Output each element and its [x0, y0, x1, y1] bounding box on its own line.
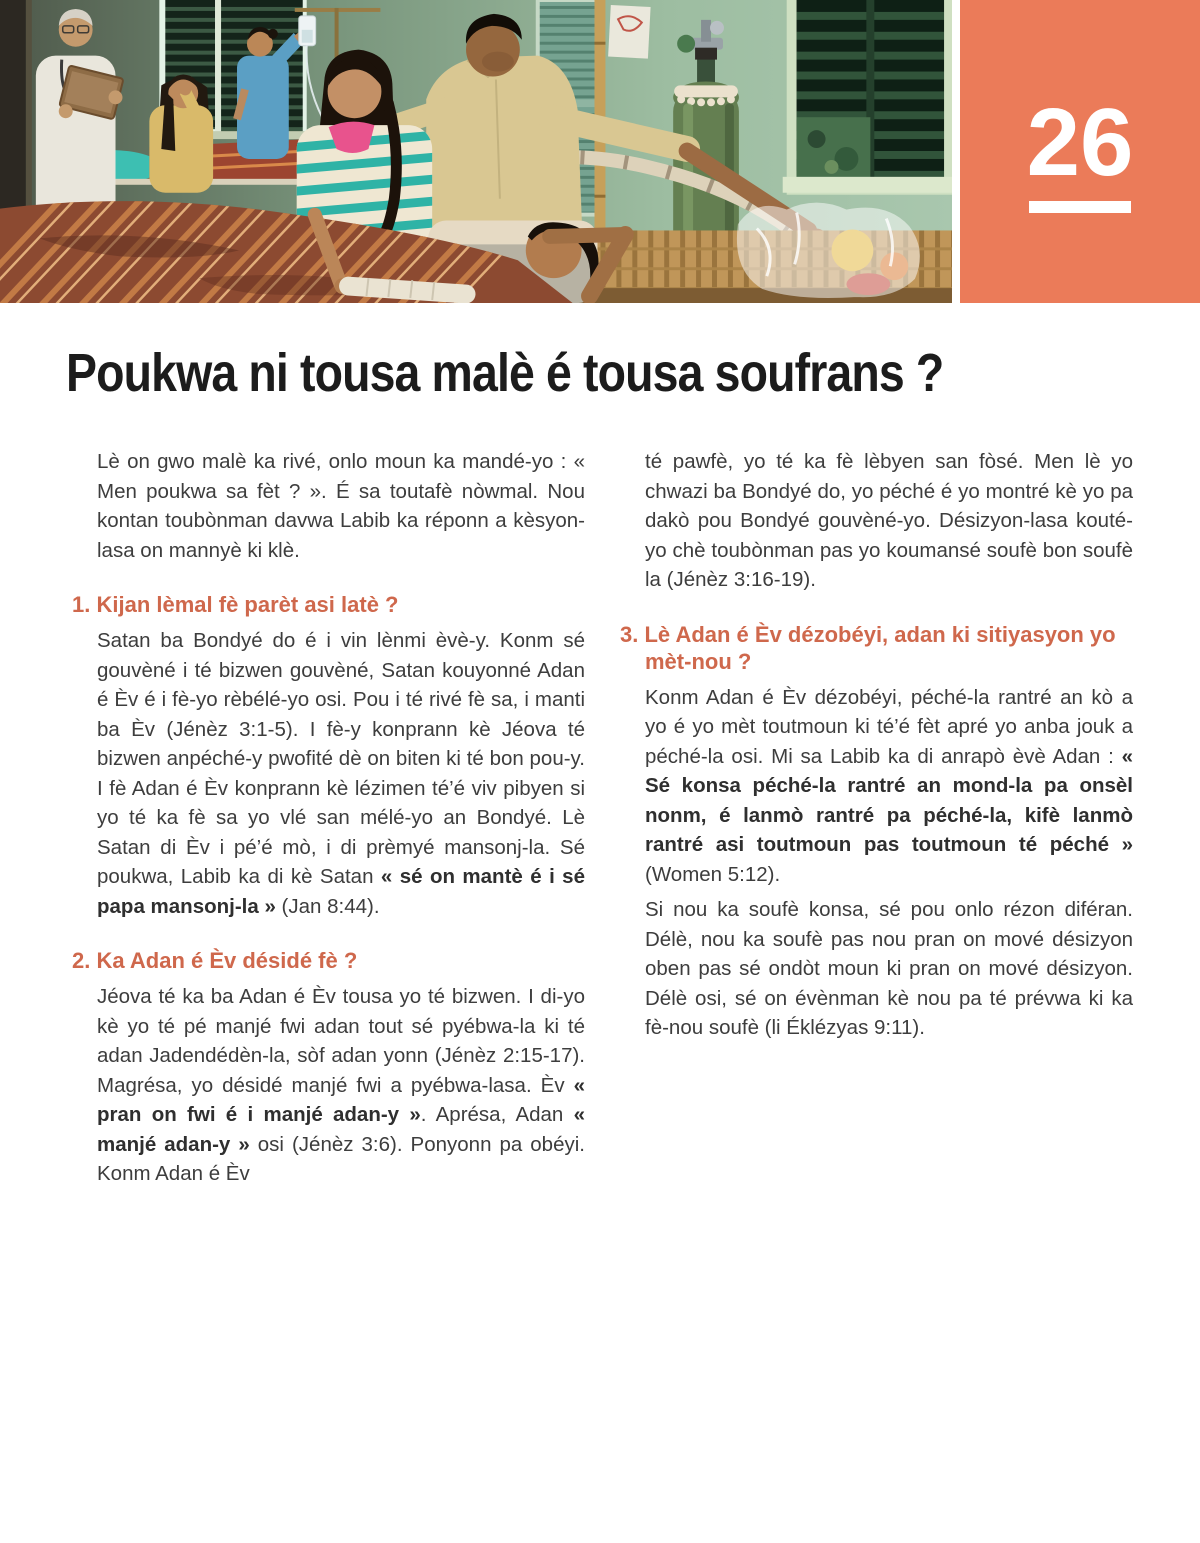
- paragraph: [72, 982, 585, 1189]
- lesson-number-underline: [1029, 201, 1131, 213]
- article-body: [72, 447, 1134, 1195]
- text-run: . Aprésa, Adan: [420, 1103, 574, 1126]
- text-run: « manjé adan-y »: [97, 1103, 586, 1156]
- section-number: 1.: [72, 592, 97, 617]
- section-heading: [72, 947, 585, 974]
- text-run: « Sé konsa péché-la rantré an mond-la pa onsèl nonm, é lanmò rantré pa péché-la, kifè lanmò rantré asi toutmoun pas toutmoun té péché »: [645, 744, 1133, 856]
- page-title: Poukwa ni tousa malè é tousa soufrans ?: [66, 343, 944, 403]
- section-heading-text: Kijan lèmal fè parèt asi latè ?: [96, 592, 399, 617]
- text-run: « sé on mantè é i sé papa mansonj-la »: [97, 865, 585, 918]
- section-heading: [72, 591, 585, 618]
- text-run: Jéova té ka ba Adan é Èv tousa yo té bizwen. I di-yo kè yo té pé manjé fwi adan tout sé pyébwa-la ki té adan Jadendédèn-la, sòf adan yonn (Jénèz 2:15-17). Magrésa, yo désidé manjé fwi a pyébwa-lasa. Èv: [97, 985, 585, 1097]
- section-heading-text: Lè Adan é Èv dézobéyi, adan ki sitiyasyon yo mèt-nou ?: [644, 621, 1116, 674]
- paragraph: [72, 447, 585, 565]
- header-photo: [0, 0, 952, 303]
- section-heading-text: Ka Adan é Èv désidé fè ?: [96, 948, 358, 973]
- text-column-right: [620, 447, 1133, 1195]
- paragraph: [620, 895, 1133, 1043]
- lesson-number: 26: [1026, 89, 1134, 196]
- header: [0, 0, 1200, 303]
- text-column-left: [72, 447, 585, 1195]
- paragraph: [620, 683, 1133, 890]
- lesson-number-badge: [960, 0, 1200, 303]
- text-run: Lè on gwo malè ka rivé, onlo moun ka mandé-yo : « Men poukwa sa fèt ? ». É sa toutafè nòwmal. Nou kontan toubònman davwa Labib ka réponn a kèsyon-lasa on mannyè ki klè.: [97, 450, 585, 562]
- text-run: Konm Adan é Èv dézobéyi, péché-la rantré an kò a yo é yo mèt toutmoun ki té’é fèt apré yo anba jouk a péché-la osi. Mi sa Labib ka di anrapò èvè Adan :: [645, 685, 1133, 768]
- text-run: « pran on fwi é i manjé adan-y »: [97, 1073, 585, 1126]
- section-heading: [620, 621, 1133, 675]
- paragraph: [620, 447, 1133, 595]
- section-number: 3.: [620, 621, 645, 647]
- text-run: Satan ba Bondyé do é i vin lènmi èvè-y. Konm sé gouvèné i té bizwen gouvèné, Satan kouyonné Adan é Èv é i fè-yo rèbélé-yo osi. Pou i té rivé fè sa, i manti ba Èv (Jénèz 3:1-5). I fè-y konprann kè Jéova té bizwen anpéché-y pwofité dè on biten ki té bon pou-y. I fè Adan é Èv konprann kè lézimen té’é viv pibyen si yo té ka fè sa yo vlé san mélé-yo an Bondyé. Lè Satan di Èv i pé’é mò, i di prèmyé mansonj-la. Sé poukwa, Labib ka di kè Satan: [97, 629, 585, 888]
- text-run: (Jan 8:44).: [275, 894, 380, 918]
- text-run: Si nou ka soufè konsa, sé pou onlo rézon diféran. Délè, nou ka soufè pas nou pran on mové désizyon oben pas sé ondòt moun ki pran on mové désizyon. Délè osi, sé on évènman kè nou pa té prévwa ki ka fè-nou soufè (li Éklézyas 9:11).: [645, 898, 1133, 1039]
- section-number: 2.: [72, 948, 97, 973]
- text-run: té pawfè, yo té ka fè lèbyen san fòsé. Men lè yo chwazi ba Bondyé do, yo péché é yo montré kè yo pa dakò pou Bondyé gouvèné-yo. Désizyon-lasa kouté-yo chè toubònman pas yo koumansé soufè bon soufè la (Jénèz 3:16-19).: [645, 450, 1133, 591]
- text-run: (Women 5:12).: [645, 862, 781, 886]
- text-run: osi (Jénèz 3:6). Ponyonn pa obéyi. Konm Adan é Èv: [97, 1132, 585, 1185]
- paragraph: [72, 626, 585, 921]
